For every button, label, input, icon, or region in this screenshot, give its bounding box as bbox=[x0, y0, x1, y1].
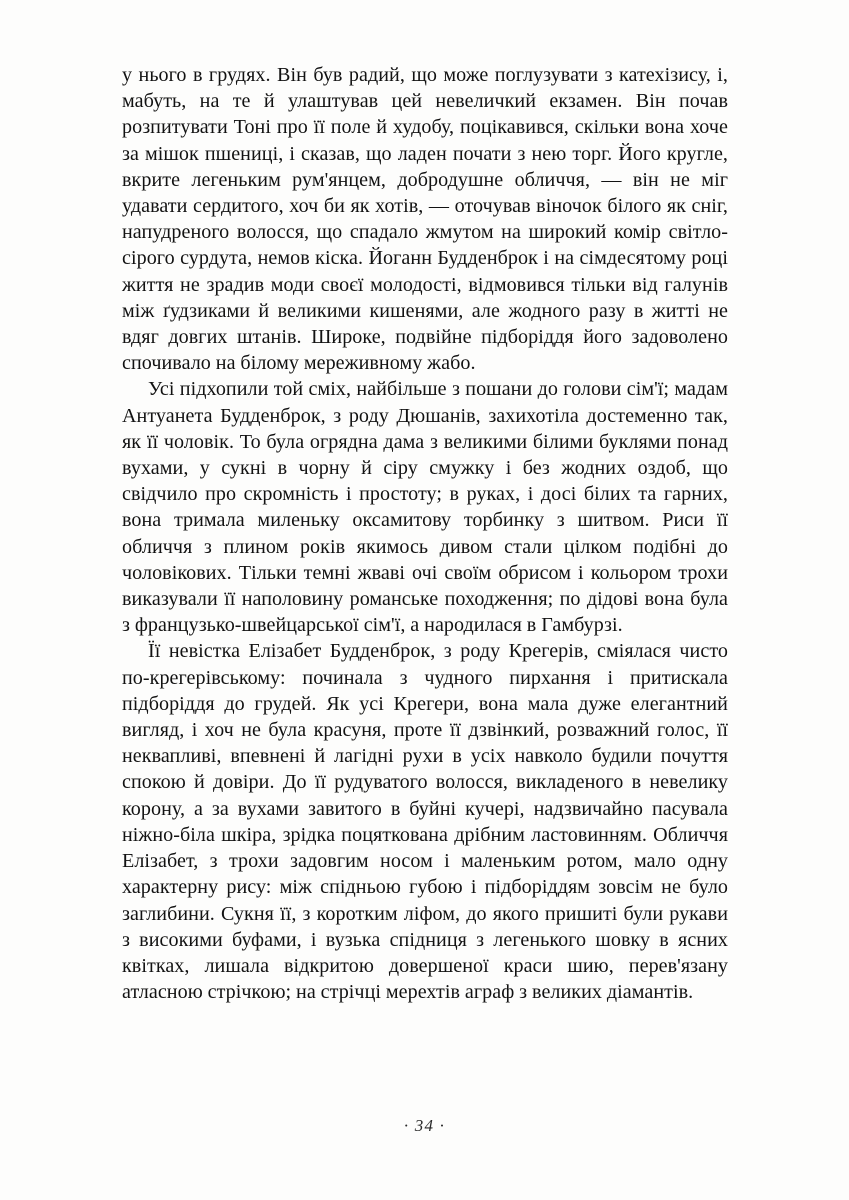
body-paragraph-2: Усі підхопили той сміх, найбільше з пошани до голови сім'ї; мадам Антуанета Будденброк, з роду Дюшанів, захихотіла достеменно так, як її чоловік. То була огрядна дама з великими білими буклями понад вухами, у сукні в чорну й сіру смужку і без жодних оздоб, що свідчило про скромність і простоту; в руках, і досі білих та гарних, вона тримала миленьку оксамитову торбинку з шитвом. Риси її обличчя з плином років якимось дивом стали цілком подібні до чоловікових. Тільки темні жваві очі своїм обрисом і кольором трохи виказували її наполовину романське походження; по дідові вона була з французько-швейцарської сім'ї, а народилася в Гамбурзі. bbox=[122, 378, 728, 637]
body-paragraph-1: у нього в грудях. Він був радий, що може поглузувати з катехізису, і, мабуть, на те й улаштував цей невеличкий екзамен. Він почав розпитувати Тоні про її поле й худобу, поцікавився, скільки вона хоче за мішок пшениці, і сказав, що ладен почати з нею торг. Його кругле, вкрите легеньким рум'янцем, добродушне обличчя, — він не міг удавати сердитого, хоч би як хотів, — оточував віночок білого як сніг, напудреного волосся, що спадало жмутом на широкий комір світло-сірого сурдута, немов кіска. Йоганн Будденброк і на сімдесятому році життя не зрадив моди своєї молодості, відмовився тільки від галунів між ґудзиками й великими кишенями, але жодного разу в житті не вдяг довгих штанів. Широке, подвійне підборіддя його задоволено спочивало на білому мереживному жабо. bbox=[122, 64, 728, 375]
body-paragraph-3: Її невістка Елізабет Будденброк, з роду Крегерів, сміялася чисто по-крегерівському: починала з чудного пирхання і притискала підборіддя до грудей. Як усі Крегери, вона мала дуже елегантний вигляд, і хоч не була красуня, проте її дзвінкий, розважний голос, її неквапливі, впевнені й лагідні рухи в усіх навколо будили почуття спокою й довіри. До її рудуватого волосся, викладеного в невелику корону, а за вухами завитого в буйні кучері, надзвичайно пасувала ніжно-біла шкіра, зрідка поцяткована дрібним ластовинням. Обличчя Елізабет, з трохи задовгим носом і маленьким ротом, мало одну характерну рису: між спідньою губою і підборіддям зовсім не було заглибини. Сукня її, з коротким ліфом, до якого пришиті були рукави з високими буфами, і вузька спідниця з легенького шовку в ясних квітках, лишала відкритою довершеної краси шию, перев'язану атласною стрічкою; на стрічці мерехтів аграф з великих діамантів. bbox=[122, 640, 728, 1004]
page-text-block bbox=[122, 62, 728, 1005]
page-number: · 34 · bbox=[403, 1116, 446, 1135]
